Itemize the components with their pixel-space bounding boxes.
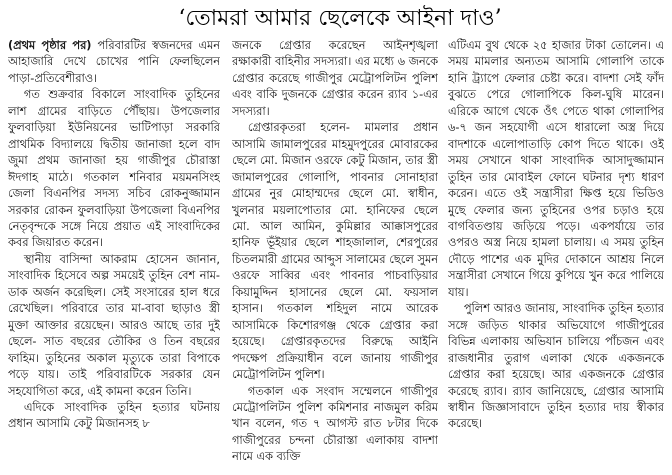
article-column-2 [232,38,438,472]
paragraph: এদিকে সাংবাদিক তুহিন হত্যার ঘটনায় প্রধান আসামি কেটু মিজানসহ ৮ [8,400,220,431]
paragraph: গত শুক্রবার বিকালে সাংবাদিক তুহিনের লাশ গ্রামের বাড়িতে পৌঁছায়। উপজেলার ফুলবাড়িয়া ইউনিয়নের ভাটিপাড়া সরকারি প্রাথমিক বিদ্যালয়ে দ্বিতীয় জানাজা হলে বাদ জুমা প্রথম জানাজা হয় গাজীপুর চৌরাস্তা ঈদগাহ মাঠে। গতকাল শনিবার ময়মনসিংহ জেলা বিএনপির সদস্য সচিব রোকনুজ্জামান সরকার রোকন ফুলবাড়িয়া উপজেলা বিএনপির নেতৃবৃন্দকে সঙ্গে নিয়ে প্রয়াত এই সাংবাদিকের কবর জিয়ারত করেন। [8,88,220,250]
paragraph-text: পরিবারটির স্বজনদের এমন আহাজারি দেখে চোখের পানি ফেলছিলেন পাড়া-প্রতিবেশীরাও। [8,39,220,85]
article-column-1 [8,38,220,472]
paragraph: গতকাল এক সংবাদ সম্মেলনে গাজীপুর মেট্রোপলিটন পুলিশ কমিশনার নাজমুল করিম খান বলেন, গত ৭ আগস্ট রাত ৮টার দিকে গাজীপুরের চন্দনা চৌরাস্তা এলাকায় বাদশা নামে এক ব্যক্তি [232,384,438,464]
paragraph: এটিএম বুথ থেকে ২৫ হাজার টাকা তোলেন। এ সময় মামলার অন্যতম আসামি গোলাপি তাকে হানি ট্র্যাপে ফেলার চেষ্টা করে। বাদশা সেই ফাঁদ বুঝতে পেরে গোলাপিকে কিল-ঘুষি মারেন। এরিকে আগে থেকে ওঁৎ পেতে থাকা গোলাপির ৬-৭ জন সহযোগী এসে ধারালো অস্ত্র দিয়ে বাদশাকে এলোপাতাড়ি কোপ দিতে থাকে। ওই সময় সেখানে থাকা সাংবাদিক আসাদুজ্জামান তুহিন তার মোবাইল ফোনে ঘটনার দৃশ্য ধারণ করেন। এতে ওই সন্ত্রাসীরা ক্ষিপ্ত হয়ে ভিডিও মুছে ফেলার জন্য তুহিনের ওপর চড়াও হয়ে বাগবিতণ্ডায় জড়িয়ে পড়ে। একপর্যায়ে তার ওপরও অস্ত্র নিয়ে হামলা চালায়। এ সময় তুহিন দৌড়ে পাশের এক মুদির দোকানে আশ্রয় নিলে সন্ত্রাসীরা সেখানে গিয়ে কুপিয়ে খুন করে পালিয়ে যায়। [448,39,664,299]
headline: ‘তোমরা আমার ছেলেকে আইনা দাও’ [178,6,502,31]
paragraph: স্থানীয় বাসিন্দা আকরাম হোসেন জানান, সাংবাদিক হিসেবে অল্প সময়েই তুহিন বেশ নাম-ডাক অর্জন করেছিল। সেই সংসারের হাল ধরে রেখেছিল। পরিবারে তার মা-বাবা ছাড়াও স্ত্রী মুক্তা আক্তার রয়েছেন। আরও আছে তার দুই ছেলে- সাত বছরের তৌকির ও তিন বছরের ফাহিম। তুহিনের অকাল মৃত্যুকে তারা বিপাকে পড়ে যায়। তাই পরিবারটিকে সরকার যেন সহযোগিতা করে, এই কামনা করেন তিনি। [8,252,220,398]
paragraph: জনকে গ্রেপ্তার করেছেন আইনশৃঙ্খলা রক্ষাকারী বাহিনীর সদস্যরা। এর মধ্যে ৬ জনকে গ্রেপ্তার করেছে গাজীপুর মেট্রোপলিটন পুলিশ এবং বাকি দুজনকে গ্রেপ্তার করেন র‍্যাব ১-এর সদস্যরা। [232,39,438,118]
continuation-label: (প্রথম পৃষ্ঠার পর) [8,39,92,52]
paragraph: পুলিশ আরও জানায়, সাংবাদিক তুহিন হত্যার সঙ্গে জড়িত থাকার অভিযোগে গাজীপুরের বিভিন্ন এলাকায় অভিযান চালিয়ে পাঁচজন এবং রাজধানীর তুরাগ এলাকা থেকে একজনকে গ্রেপ্তার করা হয়েছে। আর একজনকে গ্রেপ্তার করেছে র‍্যাব। র‍্যাব জানিয়েছে, গ্রেপ্তার আসামি স্বাধীন জিজ্ঞাসাবাদে তুহিন হত্যার দায় স্বীকার করেছে। [448,302,664,431]
paragraph [8,38,220,87]
paragraph: গ্রেপ্তারকৃতরা হলেন- মামলার প্রধান আসামি জামালপুরের মাহমুদপুরের মোবারকের ছেলে মো. মিজান ওরফে কেটু মিজান, তার স্ত্রী জামালপুরের গোলাপি, পাবনার সোনাহারা গ্রামের নুর মোহাম্মদের ছেলে মো. স্বাধীন, খুলনার ময়লাপোতার মো. হানিফের ছেলে মো. আল আমিন, কুমিল্লার আক্কাসপুরের হানিফ ভূঁইয়ার ছেলে শাহজালাল, শেরপুরের চিতলমারী গ্রামের আব্দুস সালামের ছেলে সুমন ওরফে সাব্বির এবং পাবনার পাচবাড়িয়ার কিয়ামুদ্দিন হাসানের ছেলে মো. ফয়সাল হাসান। গতকাল শহিদুল নামে আরেক আসামিকে কিশোরগঞ্জ থেকে গ্রেপ্তার করা হয়েছে। গ্রেপ্তারকৃতদের বিরুদ্ধে আইনি পদক্ষেপ প্রক্রিয়াধীন বলে জানায় গাজীপুর মেট্রোপলিটন পুলিশ। [232,121,438,382]
article-column-3 [448,38,664,472]
